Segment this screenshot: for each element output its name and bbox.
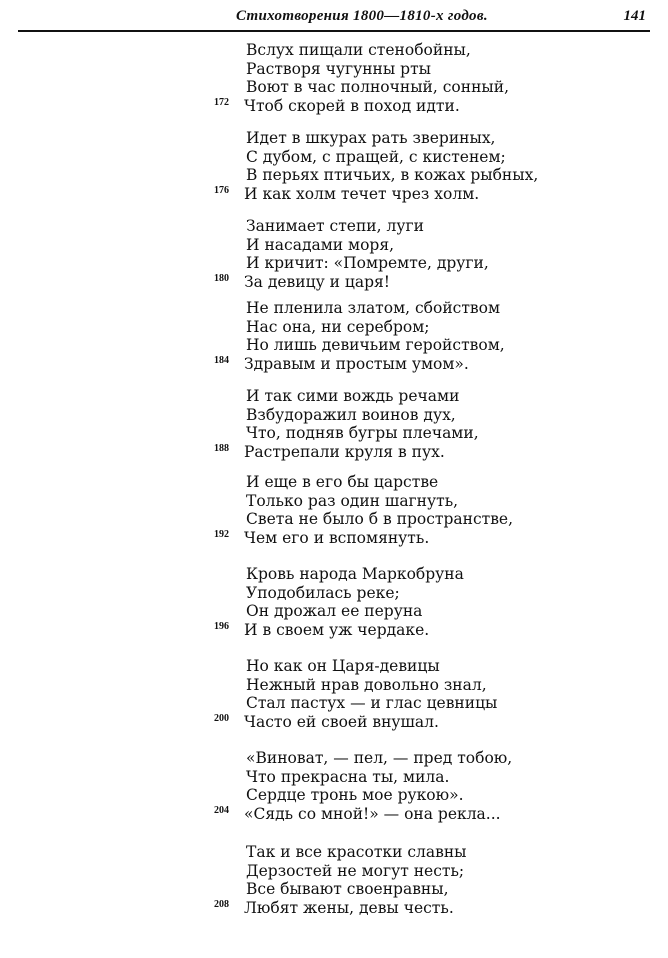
page-number: 141 <box>623 8 646 24</box>
verse-line: Чем его и вспомянуть. <box>244 528 430 547</box>
verse-line: Кровь народа Маркобруна <box>246 565 464 583</box>
verse-line: Что, подняв бугры плечами, <box>246 424 479 443</box>
verse-line: Все бывают своенравны, <box>246 880 449 899</box>
verse-line: Дерзостей не могут несть; <box>246 861 465 880</box>
verse-line: И как холм течет чрез холм. <box>244 184 480 203</box>
verse-line: Но лишь девичьим геройством, <box>246 336 505 355</box>
verse-line: И в своем уж чердаке. <box>244 620 430 639</box>
verse-line: Он дрожал ее перуна <box>246 602 423 621</box>
verse-line: Здравым и простым умом». <box>244 354 469 373</box>
verse-line: За девицу и царя! <box>244 272 391 291</box>
verse-line: Идет в шкурах рать звериных, <box>246 129 496 147</box>
verse-line: Сердце тронь мое рукою». <box>246 786 464 805</box>
line-number: 192 <box>214 528 229 540</box>
verse-line: Так и все красотки славны <box>246 843 467 861</box>
line-number: 196 <box>214 620 229 632</box>
verse-line: Уподобилась реке; <box>246 583 400 602</box>
verse-line: Растворя чугунны рты <box>246 59 431 78</box>
verse-line: И насадами моря, <box>246 235 395 254</box>
verse-line: Вслух пищали стенобойны, <box>246 41 471 59</box>
verse-line: Что прекрасна ты, мила. <box>246 767 450 786</box>
running-title: Стихотворения 1800—1810-х годов. <box>236 8 488 24</box>
verse-line: И кричит: «Помремте, други, <box>246 254 489 273</box>
verse-line: И так сими вождь речами <box>246 387 460 405</box>
verse-line: Занимает степи, луги <box>246 217 424 235</box>
line-number: 188 <box>214 442 229 454</box>
verse-line: Любят жены, девы честь. <box>244 898 454 917</box>
verse-line: «Сядь со мной!» — она рекла... <box>244 804 501 823</box>
verse-line: Не пленила златом, сбойством <box>246 299 501 317</box>
verse-line: «Виноват, — пел, — пред тобою, <box>246 749 513 767</box>
line-number: 184 <box>214 354 229 366</box>
page-header <box>0 0 668 40</box>
verse-line: Но как он Царя-девицы <box>246 657 440 675</box>
verse-line: Только раз один шагнуть, <box>246 491 459 510</box>
line-number: 180 <box>214 272 229 284</box>
verse-line: Чтоб скорей в поход идти. <box>244 96 460 115</box>
line-number: 172 <box>214 96 229 108</box>
line-number: 204 <box>214 804 229 816</box>
verse-line: Растрепали круля в пух. <box>244 442 445 461</box>
verse-line: Часто ей своей внушал. <box>244 712 439 731</box>
verse-line: Нежный нрав довольно знал, <box>246 675 487 694</box>
verse-line: В перьях птичьих, в кожах рыбных, <box>246 166 539 185</box>
verse-line: Света не было б в пространстве, <box>246 510 514 529</box>
line-number: 200 <box>214 712 229 724</box>
verse-line: И еще в его бы царстве <box>246 473 439 491</box>
verse-line: Воют в час полночный, сонный, <box>246 78 510 97</box>
header-rule <box>18 30 650 32</box>
line-number: 208 <box>214 898 229 910</box>
verse-line: Стал пастух — и глас цевницы <box>246 694 498 713</box>
verse-line: Взбудоражил воинов дух, <box>246 405 456 424</box>
verse-line: С дубом, с пращей, с кистенем; <box>246 147 506 166</box>
verse-line: Нас она, ни серебром; <box>246 317 430 336</box>
line-number: 176 <box>214 184 229 196</box>
